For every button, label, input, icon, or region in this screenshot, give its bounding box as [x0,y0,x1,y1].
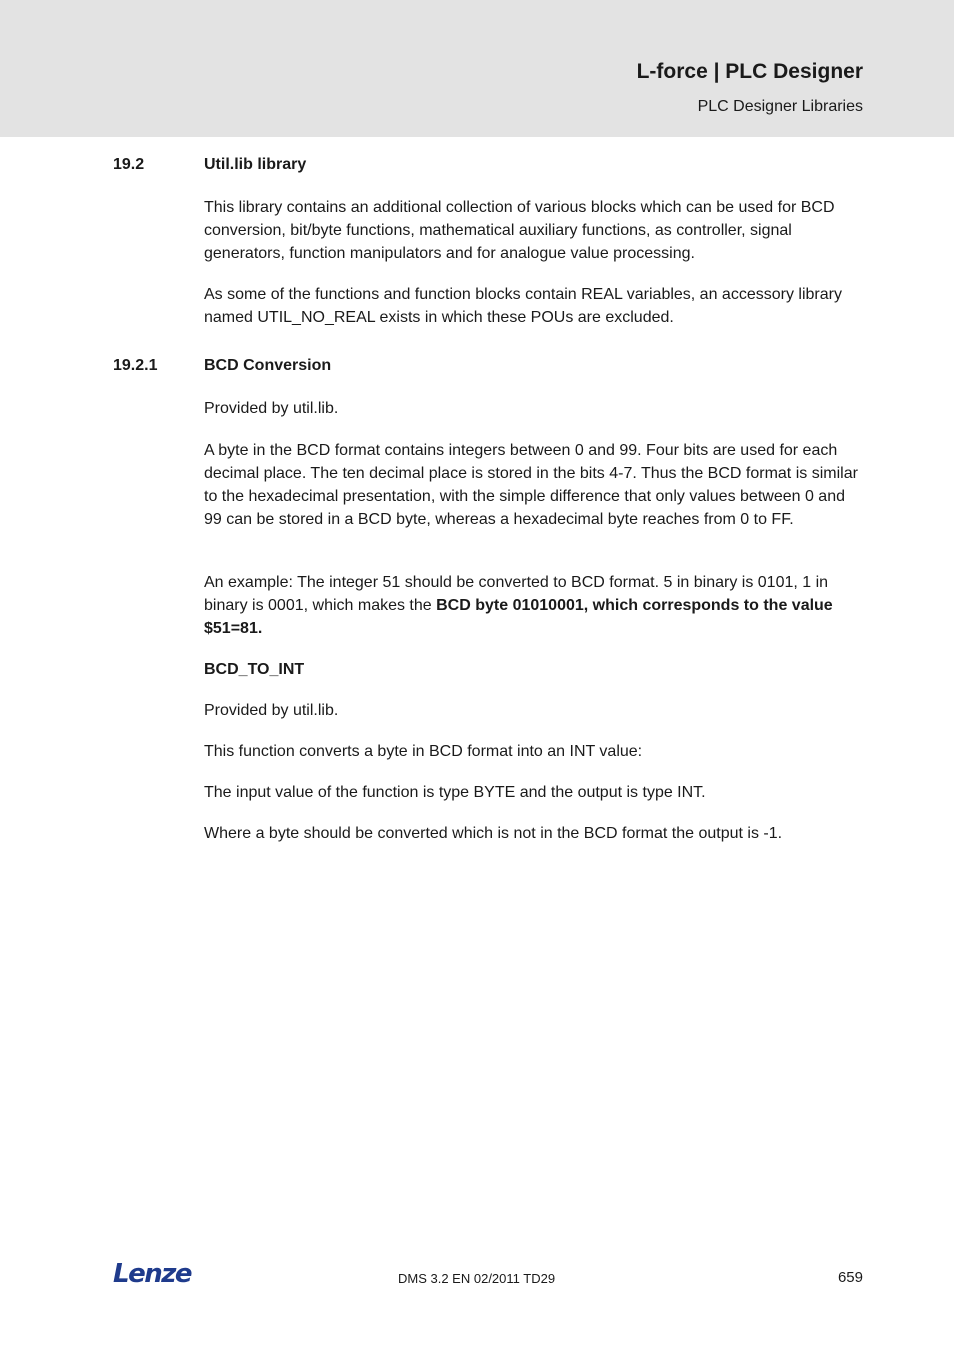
bcd-example-text: An example: The integer 51 should be converted to BCD format. 5 in binary is 0101, 1 in binary is 0001, which makes the [204,574,829,614]
function-description: This function converts a byte in BCD format into an INT value: [204,743,643,760]
lenze-logo: Lenze [113,1259,191,1289]
footer-document-id: DMS 3.2 EN 02/2011 TD29 [398,1271,556,1286]
function-error-behavior: Where a byte should be converted which is not in the BCD format the output is -1. [204,825,783,842]
subsection-provided-by: Provided by util.lib. [204,400,339,417]
function-provided-by: Provided by util.lib. [204,702,339,719]
section-number: 19.2 [113,156,145,173]
function-types: The input value of the function is type BYTE and the output is type INT. [204,784,706,801]
bcd-format-paragraph: A byte in the BCD format contains integers between 0 and 99. Four bits are used for each decimal place. The ten decimal place is stored in the bits 4-7. Thus the BCD format is similar to the hexadecimal presentation, with the simple difference that only values between 0 and 99 can be stored in a BCD byte, whereas a hexadecimal byte reaches from 0 to FF. [204,442,858,528]
subsection-number: 19.2.1 [113,357,158,374]
section-real-note-paragraph: As some of the functions and function blocks contain REAL variables, an accessory library named UTIL_NO_REAL exists in which these POUs are excluded. [204,286,842,326]
bcd-example-paragraph [204,571,859,640]
bcd-example-emphasis: BCD byte 01010001, which corresponds to the value $51=81. [204,597,833,637]
page-number: 659 [837,1269,863,1286]
section-intro-paragraph: This library contains an additional collection of various blocks which can be used for BCD conversion, bit/byte functions, mathematical auxiliary functions, as controller, signal generators, function manipulators and for analogue value processing. [204,199,835,262]
subsection-title: BCD Conversion [204,357,332,374]
header-subtitle: PLC Designer Libraries [697,98,863,115]
section-title: Util.lib library [204,156,307,173]
header-title: L-force | PLC Designer [636,60,863,83]
function-heading: BCD_TO_INT [204,661,305,678]
page-header [0,0,954,137]
